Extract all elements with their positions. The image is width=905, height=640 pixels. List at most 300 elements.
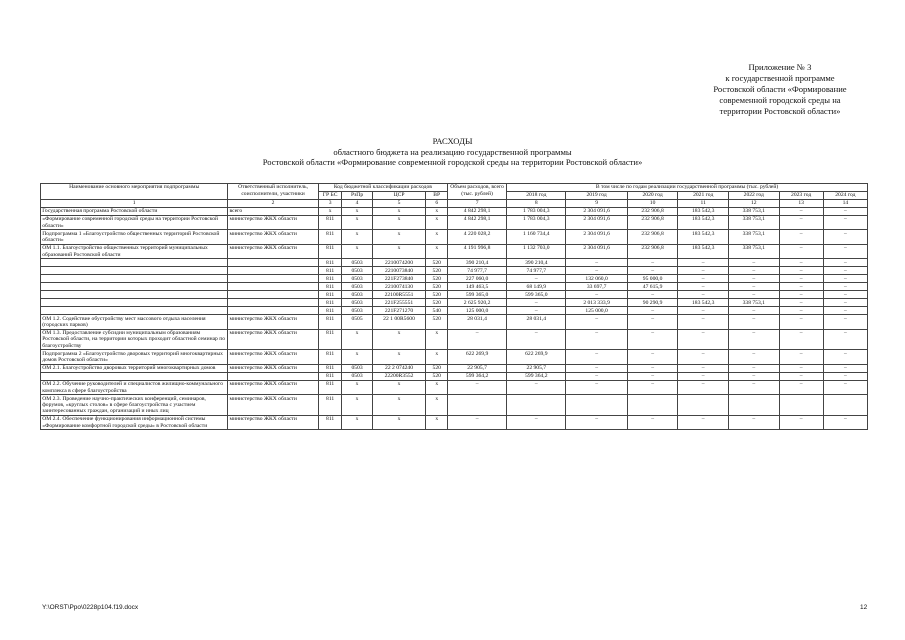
table-cell: 2 625 920,2: [447, 299, 506, 307]
table-row: [41, 329, 868, 350]
title-line: РАСХОДЫ: [432, 136, 473, 146]
table-cell: 22 905,7: [447, 364, 506, 372]
column-number: 13: [779, 200, 823, 208]
table-cell: –: [728, 291, 779, 299]
table-cell: 622 269,9: [447, 350, 506, 364]
table-cell: 4 842 298,1: [447, 216, 506, 230]
footer-file-path: Y:\ORST\Ppo\0228p104.f19.docx: [42, 604, 139, 611]
table-cell: –: [823, 267, 867, 275]
table-cell: ОМ 1.2. Содействие обустройству мест массового отдыха населения (городских парков): [41, 315, 228, 329]
table-cell: [41, 299, 228, 307]
table-cell: x: [426, 380, 448, 394]
table-cell: 1 160 734,4: [507, 230, 566, 244]
header-total: Объем расходов, всего (тыс. рублей): [447, 184, 506, 200]
column-number-row: [41, 200, 868, 208]
table-cell: x: [372, 329, 426, 350]
table-cell: –: [627, 307, 678, 315]
table-cell: –: [627, 315, 678, 329]
appendix-note: [690, 62, 870, 117]
table-cell: x: [372, 380, 426, 394]
table-cell: –: [627, 259, 678, 267]
table-cell: –: [627, 380, 678, 394]
table-cell: –: [566, 329, 627, 350]
table-cell: –: [566, 259, 627, 267]
table-cell: –: [728, 329, 779, 350]
expenses-table: [40, 183, 868, 430]
table-cell: 338 753,1: [728, 208, 779, 216]
table-cell: [678, 395, 729, 416]
table-cell: 0503: [342, 364, 372, 372]
table-cell: x: [342, 380, 372, 394]
table-cell: –: [728, 283, 779, 291]
table-cell: –: [566, 416, 627, 430]
table-cell: –: [566, 364, 627, 372]
table-row: [41, 208, 868, 216]
table-cell: [228, 307, 318, 315]
table-cell: [228, 283, 318, 291]
table-cell: –: [728, 315, 779, 329]
column-number: 10: [627, 200, 678, 208]
table-cell: x: [342, 216, 372, 230]
table-cell: 149 463,5: [447, 283, 506, 291]
table-cell: –: [779, 416, 823, 430]
table-cell: 95 000,0: [627, 275, 678, 283]
table-cell: 33 697,7: [566, 283, 627, 291]
title-line: Ростовской области «Формирование современной городской среды на территории Ростовской области»: [262, 157, 643, 167]
table-cell: Государственная программа Ростовской области: [41, 208, 228, 216]
table-cell: –: [678, 372, 729, 380]
table-cell: –: [779, 216, 823, 230]
table-cell: 338 753,1: [728, 244, 779, 258]
table-cell: 221F273840: [372, 275, 426, 283]
table-cell: –: [728, 267, 779, 275]
table-cell: [41, 291, 228, 299]
table-cell: 22200R3552: [372, 372, 426, 380]
table-cell: 520: [426, 315, 448, 329]
table-cell: [566, 395, 627, 416]
table-cell: 0503: [342, 291, 372, 299]
table-cell: 811: [318, 267, 342, 275]
table-cell: –: [507, 380, 566, 394]
table-cell: 811: [318, 275, 342, 283]
table-cell: ОМ 2.3. Проведение научно-практических конференций, семинаров, форумов, «круглых столов» в сфере благоустройства с участием заинтересованных граждан, организаций и иных лиц: [41, 395, 228, 416]
table-cell: –: [728, 307, 779, 315]
table-cell: –: [507, 307, 566, 315]
table-cell: 74 977,7: [447, 267, 506, 275]
appendix-line: Ростовской области «Формирование: [713, 84, 847, 94]
table-cell: –: [566, 315, 627, 329]
table-cell: 338 753,1: [728, 216, 779, 230]
table-cell: –: [627, 329, 678, 350]
table-cell: 599 364,2: [507, 372, 566, 380]
table-cell: –: [678, 315, 729, 329]
table-cell: 811: [318, 299, 342, 307]
table-row: [41, 299, 868, 307]
table-cell: всего: [228, 208, 318, 216]
table-cell: 520: [426, 275, 448, 283]
table-cell: [41, 267, 228, 275]
table-cell: министерство ЖКХ области: [228, 315, 318, 329]
table-cell: 520: [426, 372, 448, 380]
table-cell: x: [426, 230, 448, 244]
table-cell: –: [728, 380, 779, 394]
column-number: 4: [342, 200, 372, 208]
table-cell: [228, 275, 318, 283]
table-cell: 2 304 091,6: [566, 216, 627, 230]
table-cell: 390 210,4: [447, 259, 506, 267]
table-cell: министерство ЖКХ области: [228, 230, 318, 244]
table-cell: –: [779, 307, 823, 315]
table-cell: –: [678, 283, 729, 291]
table-cell: 599 365,0: [507, 291, 566, 299]
table-cell: 811: [318, 416, 342, 430]
table-cell: 599 364,2: [447, 372, 506, 380]
table-cell: 520: [426, 291, 448, 299]
table-cell: –: [823, 291, 867, 299]
table-cell: –: [779, 315, 823, 329]
header-year: 2022 год: [728, 192, 779, 200]
table-cell: 338 753,1: [728, 299, 779, 307]
table-row: [41, 244, 868, 258]
table-cell: 520: [426, 364, 448, 372]
table-cell: 811: [318, 216, 342, 230]
table-cell: 2210074130: [372, 283, 426, 291]
header-year: 2021 год: [678, 192, 729, 200]
table-cell: 47 615,9: [627, 283, 678, 291]
table-cell: x: [372, 244, 426, 258]
document-title: [180, 136, 725, 168]
table-cell: –: [507, 329, 566, 350]
table-cell: 1 783 004,3: [507, 208, 566, 216]
table-cell: –: [566, 291, 627, 299]
table-cell: [779, 395, 823, 416]
header-name: Наименование основного мероприятия подпрограммы: [41, 184, 228, 200]
table-cell: –: [779, 291, 823, 299]
table-cell: 0503: [342, 372, 372, 380]
table-cell: [507, 395, 566, 416]
table-cell: 0503: [342, 275, 372, 283]
table-cell: –: [823, 259, 867, 267]
table-cell: –: [728, 259, 779, 267]
table-row: [41, 372, 868, 380]
table-cell: Подпрограмма 2 «Благоустройство дворовых территорий многоквартирных домов Ростовской области»: [41, 350, 228, 364]
table-cell: –: [779, 350, 823, 364]
table-cell: 0503: [342, 299, 372, 307]
header-rzpr: РзПр: [342, 192, 372, 200]
table-row: [41, 380, 868, 394]
table-cell: –: [823, 307, 867, 315]
table-cell: –: [678, 267, 729, 275]
table-cell: –: [779, 267, 823, 275]
table-cell: –: [566, 372, 627, 380]
table-cell: –: [728, 416, 779, 430]
table-cell: –: [728, 350, 779, 364]
table-row: [41, 395, 868, 416]
column-number: 11: [678, 200, 729, 208]
table-cell: –: [779, 380, 823, 394]
table-cell: [41, 259, 228, 267]
table-cell: 520: [426, 299, 448, 307]
table-cell: –: [728, 275, 779, 283]
table-cell: министерство ЖКХ области: [228, 364, 318, 372]
table-cell: 22 905,7: [507, 364, 566, 372]
table-cell: ОМ 1.3. Предоставление субсидии муниципальным образованиям Ростовской области, на территории которых проходит областной семинар по благоустройству: [41, 329, 228, 350]
table-cell: x: [372, 216, 426, 230]
table-cell: [41, 372, 228, 380]
table-cell: –: [779, 372, 823, 380]
appendix-line: современной городской среды на: [719, 95, 841, 105]
table-cell: [228, 291, 318, 299]
table-cell: 811: [318, 315, 342, 329]
header-year: 2024 год: [823, 192, 867, 200]
table-cell: 2 013 333,9: [566, 299, 627, 307]
table-cell: 4 191 996,8: [447, 244, 506, 258]
table-cell: x: [342, 230, 372, 244]
table-cell: 811: [318, 291, 342, 299]
header-by-years: В том числе по годам реализации государственной программы (тыс. рублей): [507, 184, 868, 192]
table-cell: 22 1 00R5600: [372, 315, 426, 329]
table-cell: 811: [318, 230, 342, 244]
table-cell: 1 132 703,0: [507, 244, 566, 258]
table-cell: 221F271270: [372, 307, 426, 315]
table-cell: –: [823, 208, 867, 216]
table-cell: –: [823, 364, 867, 372]
table-cell: 520: [426, 259, 448, 267]
table-cell: 0503: [342, 259, 372, 267]
table-cell: 2210073840: [372, 267, 426, 275]
table-cell: –: [627, 350, 678, 364]
table-cell: 0503: [342, 267, 372, 275]
table-cell: 4 842 298,1: [447, 208, 506, 216]
column-number: 12: [728, 200, 779, 208]
table-cell: 221F255551: [372, 299, 426, 307]
table-cell: –: [779, 208, 823, 216]
table-cell: –: [678, 275, 729, 283]
table-cell: –: [779, 299, 823, 307]
table-cell: 232 906,8: [627, 216, 678, 230]
table-cell: –: [627, 372, 678, 380]
column-number: 14: [823, 200, 867, 208]
table-cell: x: [426, 244, 448, 258]
table-cell: x: [342, 329, 372, 350]
table-cell: –: [507, 416, 566, 430]
table-cell: –: [823, 315, 867, 329]
table-cell: x: [342, 350, 372, 364]
table-cell: 811: [318, 244, 342, 258]
table-cell: –: [627, 416, 678, 430]
table-row: [41, 267, 868, 275]
column-number: 1: [41, 200, 228, 208]
appendix-line: Приложение № 3: [748, 62, 812, 72]
header-executor: Ответственный исполнитель, соисполнители, участники: [228, 184, 318, 200]
table-cell: x: [372, 416, 426, 430]
table-row: [41, 315, 868, 329]
table-cell: 183 542,3: [678, 208, 729, 216]
header-year: 2018 год: [507, 192, 566, 200]
table-cell: –: [823, 299, 867, 307]
table-cell: –: [728, 372, 779, 380]
table-cell: [41, 307, 228, 315]
header-vr: ВР: [426, 192, 448, 200]
table-cell: [627, 395, 678, 416]
table-cell: ОМ 2.2. Обучение руководителей и специалистов жилищно-коммунального комплекса в сфере благоустройства: [41, 380, 228, 394]
table-cell: x: [372, 208, 426, 216]
table-row: [41, 275, 868, 283]
table-cell: 811: [318, 283, 342, 291]
table-cell: 2 304 091,6: [566, 208, 627, 216]
table-row: [41, 230, 868, 244]
table-cell: –: [823, 372, 867, 380]
table-cell: 132 060,0: [566, 275, 627, 283]
table-cell: 520: [426, 283, 448, 291]
table-cell: 90 290,9: [627, 299, 678, 307]
table-cell: –: [678, 380, 729, 394]
table-cell: –: [779, 329, 823, 350]
table-cell: [41, 283, 228, 291]
table-cell: –: [566, 350, 627, 364]
table-cell: 4 220 028,2: [447, 230, 506, 244]
table-cell: x: [342, 244, 372, 258]
table-cell: 125 000,0: [566, 307, 627, 315]
table-cell: 28 031,4: [447, 315, 506, 329]
table-cell: –: [823, 275, 867, 283]
appendix-line: территории Ростовской области»: [719, 106, 841, 116]
table-cell: министерство ЖКХ области: [228, 244, 318, 258]
header-year: 2019 год: [566, 192, 627, 200]
table-cell: –: [678, 291, 729, 299]
table-cell: –: [507, 299, 566, 307]
header-csr: ЦСР: [372, 192, 426, 200]
table-cell: –: [779, 364, 823, 372]
table-cell: [228, 372, 318, 380]
table-cell: –: [678, 416, 729, 430]
table-cell: министерство ЖКХ области: [228, 380, 318, 394]
table-cell: –: [447, 416, 506, 430]
table-cell: 183 542,3: [678, 230, 729, 244]
table-cell: –: [627, 267, 678, 275]
table-cell: x: [426, 395, 448, 416]
table-row: [41, 283, 868, 291]
table-cell: 0503: [342, 283, 372, 291]
table-row: [41, 364, 868, 372]
table-cell: x: [342, 395, 372, 416]
column-number: 7: [447, 200, 506, 208]
table-cell: –: [823, 380, 867, 394]
table-cell: ОМ 2.4. Обеспечение функционирования информационной системы «Формирование комфортной городской среды» в Ростовской области: [41, 416, 228, 430]
table-cell: –: [678, 329, 729, 350]
table-cell: x: [426, 329, 448, 350]
table-cell: 599 365,0: [447, 291, 506, 299]
table-cell: 183 542,3: [678, 299, 729, 307]
table-cell: –: [678, 364, 729, 372]
column-number: 2: [228, 200, 318, 208]
table-cell: –: [728, 364, 779, 372]
table-cell: 811: [318, 307, 342, 315]
table-cell: –: [507, 275, 566, 283]
table-cell: –: [779, 244, 823, 258]
table-cell: министерство ЖКХ области: [228, 395, 318, 416]
table-cell: x: [426, 216, 448, 230]
table-cell: –: [678, 350, 729, 364]
table-cell: –: [823, 416, 867, 430]
header-year: 2020 год: [627, 192, 678, 200]
table-cell: 22100R5551: [372, 291, 426, 299]
header-budget-code: Код бюджетной классификации расходов: [318, 184, 447, 192]
table-cell: 2 304 091,6: [566, 230, 627, 244]
column-number: 6: [426, 200, 448, 208]
table-cell: 811: [318, 364, 342, 372]
table-cell: –: [823, 329, 867, 350]
table-cell: 811: [318, 329, 342, 350]
table-cell: 811: [318, 395, 342, 416]
table-cell: 811: [318, 372, 342, 380]
table-cell: 0505: [342, 315, 372, 329]
table-cell: x: [318, 208, 342, 216]
table-cell: –: [779, 230, 823, 244]
table-cell: –: [779, 275, 823, 283]
appendix-line: к государственной программе: [725, 73, 835, 83]
header-year: 2023 год: [779, 192, 823, 200]
table-cell: x: [342, 208, 372, 216]
table-cell: «Формирование современной городской среды на территории Ростовской области»: [41, 216, 228, 230]
table-cell: Подпрограмма 1 «Благоустройство общественных территорий Ростовской области»: [41, 230, 228, 244]
table-cell: [823, 395, 867, 416]
table-cell: 22 2 074240: [372, 364, 426, 372]
header-grbs: ГР БС: [318, 192, 342, 200]
table-row: [41, 259, 868, 267]
table-cell: 811: [318, 380, 342, 394]
table-cell: x: [372, 350, 426, 364]
table-cell: –: [627, 291, 678, 299]
table-cell: x: [426, 416, 448, 430]
table-cell: министерство ЖКХ области: [228, 416, 318, 430]
table-cell: 390 210,4: [507, 259, 566, 267]
table-cell: –: [566, 267, 627, 275]
table-row: [41, 307, 868, 315]
table-cell: –: [823, 350, 867, 364]
table-cell: [728, 395, 779, 416]
table-cell: –: [823, 283, 867, 291]
table-cell: 811: [318, 259, 342, 267]
table-cell: министерство ЖКХ области: [228, 216, 318, 230]
table-cell: x: [372, 230, 426, 244]
table-cell: 2210074200: [372, 259, 426, 267]
table-cell: [228, 259, 318, 267]
table-cell: министерство ЖКХ области: [228, 350, 318, 364]
table-cell: [447, 395, 506, 416]
table-cell: –: [779, 283, 823, 291]
column-number: 5: [372, 200, 426, 208]
table-cell: 183 542,3: [678, 244, 729, 258]
table-cell: –: [779, 259, 823, 267]
table-cell: ОМ 2.1. Благоустройство дворовых территорий многоквартирных домов: [41, 364, 228, 372]
table-cell: 1 783 004,3: [507, 216, 566, 230]
table-cell: –: [447, 329, 506, 350]
table-cell: –: [566, 380, 627, 394]
table-row: [41, 291, 868, 299]
table-cell: 28 031,4: [507, 315, 566, 329]
column-number: 8: [507, 200, 566, 208]
table-cell: –: [823, 216, 867, 230]
table-cell: 68 149,9: [507, 283, 566, 291]
table-cell: x: [372, 395, 426, 416]
table-cell: 227 060,0: [447, 275, 506, 283]
table-cell: –: [823, 230, 867, 244]
table-cell: [228, 267, 318, 275]
table-cell: –: [823, 244, 867, 258]
table-cell: 811: [318, 350, 342, 364]
column-number: 9: [566, 200, 627, 208]
